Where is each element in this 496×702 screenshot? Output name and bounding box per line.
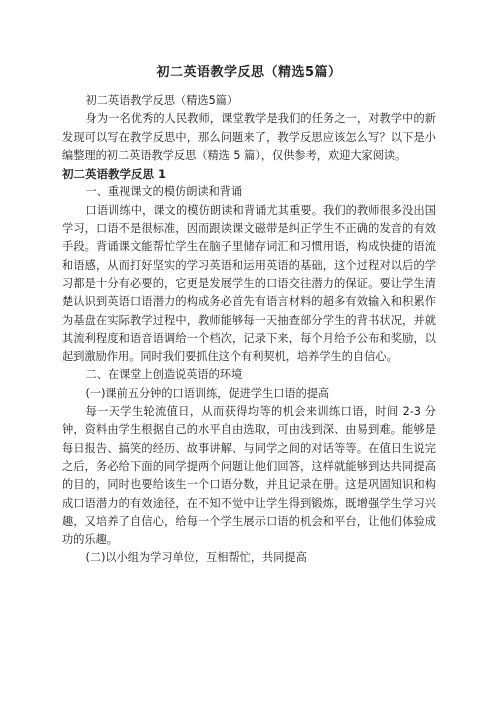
subheading-one: 一、重视课文的模仿朗读和背诵 [85,185,243,199]
paragraph-intro: 身为一名优秀的人民教师，课堂教学是我们的任务之一，对教学中的新发现可以写在教学反思中，那么问题来了，教学反思应该怎么写？以下是小编整理的初二英语教学反思（精选 5 篇），仅供参考，欢迎大家阅读。 [62,112,436,162]
subheading-two-part-two: (二)以小组为学习单位，互相帮忙，共同提高 [85,551,307,565]
subheading-two: 二、在课堂上创造说英语的环境 [85,368,243,382]
paragraph-daily-duty: 每一天学生轮流值日，从而获得均等的机会来训练口语，时间 2-3 分钟，资料由学生根据自己的水平自由选取，可由浅到深、由易到难。能够是每日报告、搞笑的经历、故事讲解、与同学之间的对话等等。在值日生说完之后，务必给下面的同学提两个问题让他们回答，这样就能够到达共同提高的目的，同时也要给该生一个口语分数，并且记录在册。这是巩固知识和构成口语潜力的有效途径，在不知不觉中让学生得到锻炼，既增强学生学习兴趣，又培养了自信心，给每一个学生展示口语的机会和平台，让他们体验成功的乐趣。 [62,405,436,547]
document-title: 初二英语教学反思（精选5篇） [156,65,342,80]
section-heading-1: 初二英语教学反思 1 [62,167,167,182]
paragraph-subtitle: 初二英语教学反思（精选5篇） [85,94,239,107]
paragraph-recitation: 口语训练中，课文的模仿朗读和背诵尤其重要。我们的教师很多没出国学习，口语不是很标准，因而跟读课文磁带是纠正学生不正确的发音的有效手段。背诵课文能帮忙学生在脑子里储存词汇和习惯用语，构成快捷的语流和语感，从而打好坚实的学习英语和运用英语的基础，这个过程对以后的学习都是十分有必要的，它更是发展学生的口语交往潜力的保证。要让学生清楚认识到英语口语潜力的构成务必首先有语言材料的超多有效输入和积累作为基盘在实际教学过程中，教师能够每一天抽查部分学生的背书状况，并就其流利程度和语音语调给一个档次，记录下来，每个月给予公布和奖励，以起到激励作用。同时我们要抓住这个有利契机，培养学生的自信心。 [62,203,436,364]
subheading-two-part-one: (一)课前五分钟的口语训练，促进学生口语的提高 [85,386,330,400]
